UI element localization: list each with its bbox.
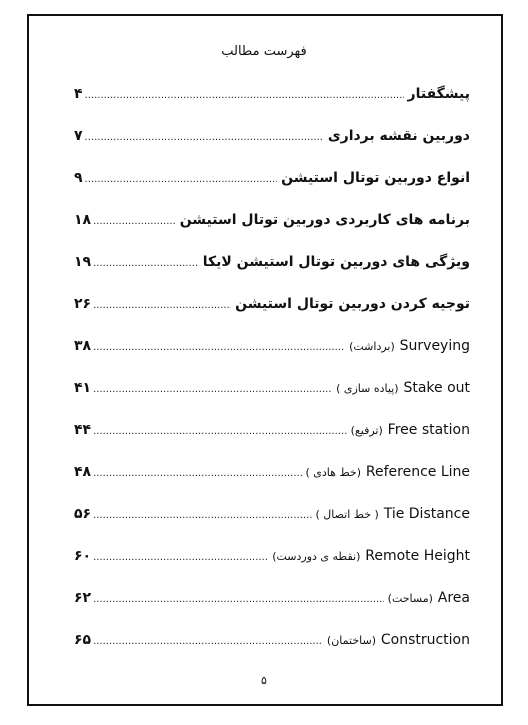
toc-entry-label: Surveying (برداشت): [349, 338, 470, 354]
toc-page-number: ۲۶: [74, 296, 92, 312]
toc-entry[interactable]: [74, 338, 470, 362]
toc-leader-dots: [93, 384, 332, 395]
toc-entry-label: برنامه های کاربردی دوربین توتال استیشن: [179, 212, 470, 228]
toc-entry[interactable]: [74, 254, 470, 278]
toc-entry-label: توجیه کردن دوربین توتال استیشن: [235, 296, 470, 312]
toc-page-number: ۶۲: [74, 590, 92, 606]
toc-entry-label: Tie Distance ( خط اتصال ): [315, 506, 470, 522]
toc-leader-dots: [93, 300, 231, 311]
toc-entry[interactable]: [74, 128, 470, 152]
toc-page-number: ۶۵: [74, 632, 92, 648]
toc-leader-dots: [93, 216, 176, 227]
toc-entry[interactable]: [74, 464, 470, 488]
toc-page-number: ۱۸: [74, 212, 92, 228]
toc-title: فهرست مطالب: [221, 44, 307, 59]
toc-leader-dots: [93, 510, 311, 521]
toc-entry[interactable]: [74, 590, 470, 614]
toc-entry-label: Remote Height (نقطه ی دوردست): [272, 548, 470, 564]
toc-entry-label: Free station (ترفیع): [350, 422, 470, 438]
toc-leader-dots: [85, 90, 404, 101]
toc-leader-dots: [93, 426, 347, 437]
toc-entry[interactable]: [74, 632, 470, 656]
toc-entry[interactable]: [74, 422, 470, 446]
toc-entry[interactable]: [74, 170, 470, 194]
toc-entry-label: Area (مساحت): [387, 590, 470, 606]
page-number-footer: ۵: [261, 674, 267, 687]
toc-page-number: ۱۹: [74, 254, 92, 270]
toc-page-number: ۴: [74, 86, 83, 102]
toc-leader-dots: [85, 174, 278, 185]
toc-entry-label: ویژگی های دوربین توتال استیشن لایکا: [202, 254, 470, 270]
toc-entry[interactable]: [74, 506, 470, 530]
toc-leader-dots: [85, 132, 324, 143]
toc-leader-dots: [93, 636, 323, 647]
toc-entry[interactable]: [74, 86, 470, 110]
toc-page-number: ۵۶: [74, 506, 92, 522]
toc-page-number: ۶۰: [74, 548, 92, 564]
toc-page-number: ۹: [74, 170, 83, 186]
toc-leader-dots: [93, 258, 199, 269]
toc-page-number: ۴۴: [74, 422, 92, 438]
toc-leader-dots: [93, 594, 384, 605]
toc-leader-dots: [93, 552, 268, 563]
toc-entry-label: دوربین نقشه برداری: [327, 128, 470, 144]
toc-entry-label: Stake out (پیاده سازی ): [336, 380, 470, 396]
toc-entry-label: Reference Line (خط هادی ): [305, 464, 470, 480]
toc-leader-dots: [93, 468, 301, 479]
toc-page-number: ۴۸: [74, 464, 92, 480]
toc-entry-label: پیشگفتار: [407, 86, 470, 102]
toc-entry[interactable]: [74, 212, 470, 236]
toc-page-number: ۷: [74, 128, 83, 144]
toc-entry[interactable]: [74, 548, 470, 572]
toc-page-number: ۳۸: [74, 338, 92, 354]
toc-entry-label: Construction (ساختمان): [326, 632, 470, 648]
toc-entry[interactable]: [74, 380, 470, 404]
toc-entry[interactable]: [74, 296, 470, 320]
toc-page-number: ۴۱: [74, 380, 92, 396]
toc-entry-label: انواع دوربین توتال استیشن: [281, 170, 470, 186]
toc-leader-dots: [93, 342, 345, 353]
